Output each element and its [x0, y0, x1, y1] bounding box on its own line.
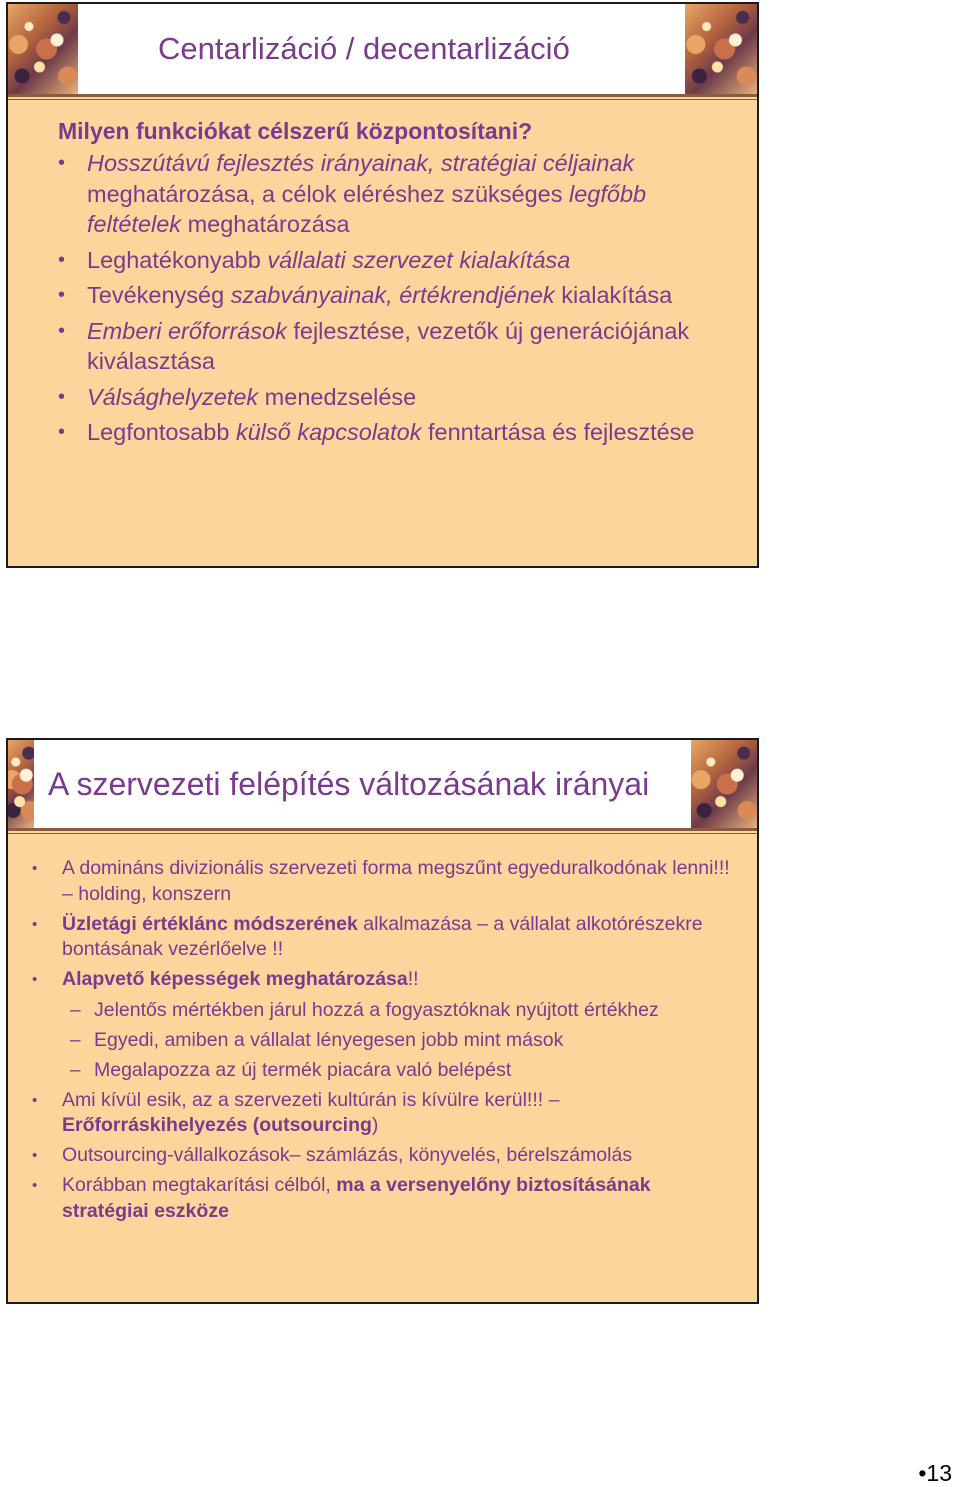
sub-list-item: – Jelentős mértékben járul hozzá a fogyasztóknak nyújtott értékhez [62, 998, 733, 1024]
list-item [58, 417, 729, 448]
text-run: külső kapcsolatok [235, 419, 422, 445]
text-run: menedzselése [258, 383, 417, 410]
slide-1-title-box [78, 4, 685, 94]
sub-bullet-list [62, 998, 733, 1084]
text-run: kialakítása [554, 282, 673, 308]
text-run: szabványainak, értékrendjének [230, 282, 555, 308]
text-run: fenntartása és fejlesztése [421, 419, 695, 445]
page-number-value: 13 [926, 1460, 952, 1486]
text-run: vállalati szervezet kialakítása [267, 246, 571, 273]
text-run: fejlesztése, vezetők új generációjának kiválasztása [87, 317, 690, 374]
list-item [30, 1143, 733, 1169]
text-run: Emberi erőforrások [87, 317, 287, 344]
slide-2-bullet-list [30, 856, 733, 1224]
text-run: !! [407, 968, 419, 990]
slide-1-content [58, 116, 729, 453]
text-run: A domináns divizionális szervezeti forma megszűnt egyeduralkodónak lenni!!! – holding, konszern [62, 857, 730, 905]
title-divider [8, 94, 757, 100]
text-run: Legfontosabb [87, 419, 236, 445]
text-run: meghatározása [181, 211, 350, 237]
text-run: Hosszútávú fejlesztés irányainak, stratégiai céljainak [87, 150, 635, 176]
sub-list-item: – Egyedi, amiben a vállalat lényegesen jobb mint mások [62, 1028, 733, 1054]
fractal-decoration-right [691, 740, 757, 828]
text-run: Üzletági értéklánc módszerének [62, 912, 358, 935]
text-run: Erőforráskihelyezés (outsourcing [62, 1114, 372, 1136]
list-item [58, 382, 729, 413]
slide-1-title: Centarlizáció / decentarlizáció [158, 31, 570, 66]
slide-1-intro: Milyen funkciókat célszerű központosítani? [58, 118, 533, 144]
text-run: Ami kívül esik, az a szervezeti kultúrán is kívülre kerül!!! – [62, 1088, 560, 1111]
list-item [58, 245, 729, 276]
text-run: meghatározása, a célok eléréshez szükséges [87, 180, 570, 207]
text-run: alkalmazása – a vállalat alkotórészekre bontásának vezérlőelve !! [62, 912, 703, 960]
fractal-decoration-right [685, 4, 757, 94]
text-run: Leghatékonyabb [87, 246, 268, 273]
list-item [30, 856, 733, 907]
list-item [30, 967, 733, 1083]
slide-2 [6, 738, 759, 1304]
list-item [30, 1088, 733, 1139]
text-run: Outsourcing-vállalkozások– számlázás, könyvelés, bérelszámolás [62, 1144, 633, 1166]
fractal-decoration-left [8, 740, 34, 828]
fractal-decoration-left [8, 4, 78, 94]
slide-2-title: A szervezeti felépítés változásának irányai [48, 765, 650, 802]
page-number: •13 [918, 1460, 952, 1486]
slide-2-title-box [34, 740, 691, 828]
text-run: Korábban megtakarítási célból, [62, 1174, 337, 1196]
slide-1 [6, 2, 759, 568]
text-run: Válsághelyzetek [87, 383, 259, 410]
list-item [58, 280, 729, 311]
text-run: ma a versenyelőny biztosításának stratégiai eszköze [62, 1174, 651, 1222]
sub-list-item: – Megalapozza az új termék piacára való belépést [62, 1058, 733, 1084]
slide-2-content [30, 856, 733, 1229]
slide-1-bullet-list [58, 148, 729, 448]
list-item [30, 1173, 733, 1224]
list-item [58, 316, 729, 377]
list-item [30, 912, 733, 963]
text-run: legfőbb feltételek [87, 180, 647, 237]
text-run: ) [371, 1114, 379, 1136]
text-run: Tevékenység [87, 282, 231, 308]
list-item [58, 148, 729, 240]
text-run: Alapvető képességek meghatározása [62, 968, 408, 990]
title-divider [8, 828, 757, 834]
